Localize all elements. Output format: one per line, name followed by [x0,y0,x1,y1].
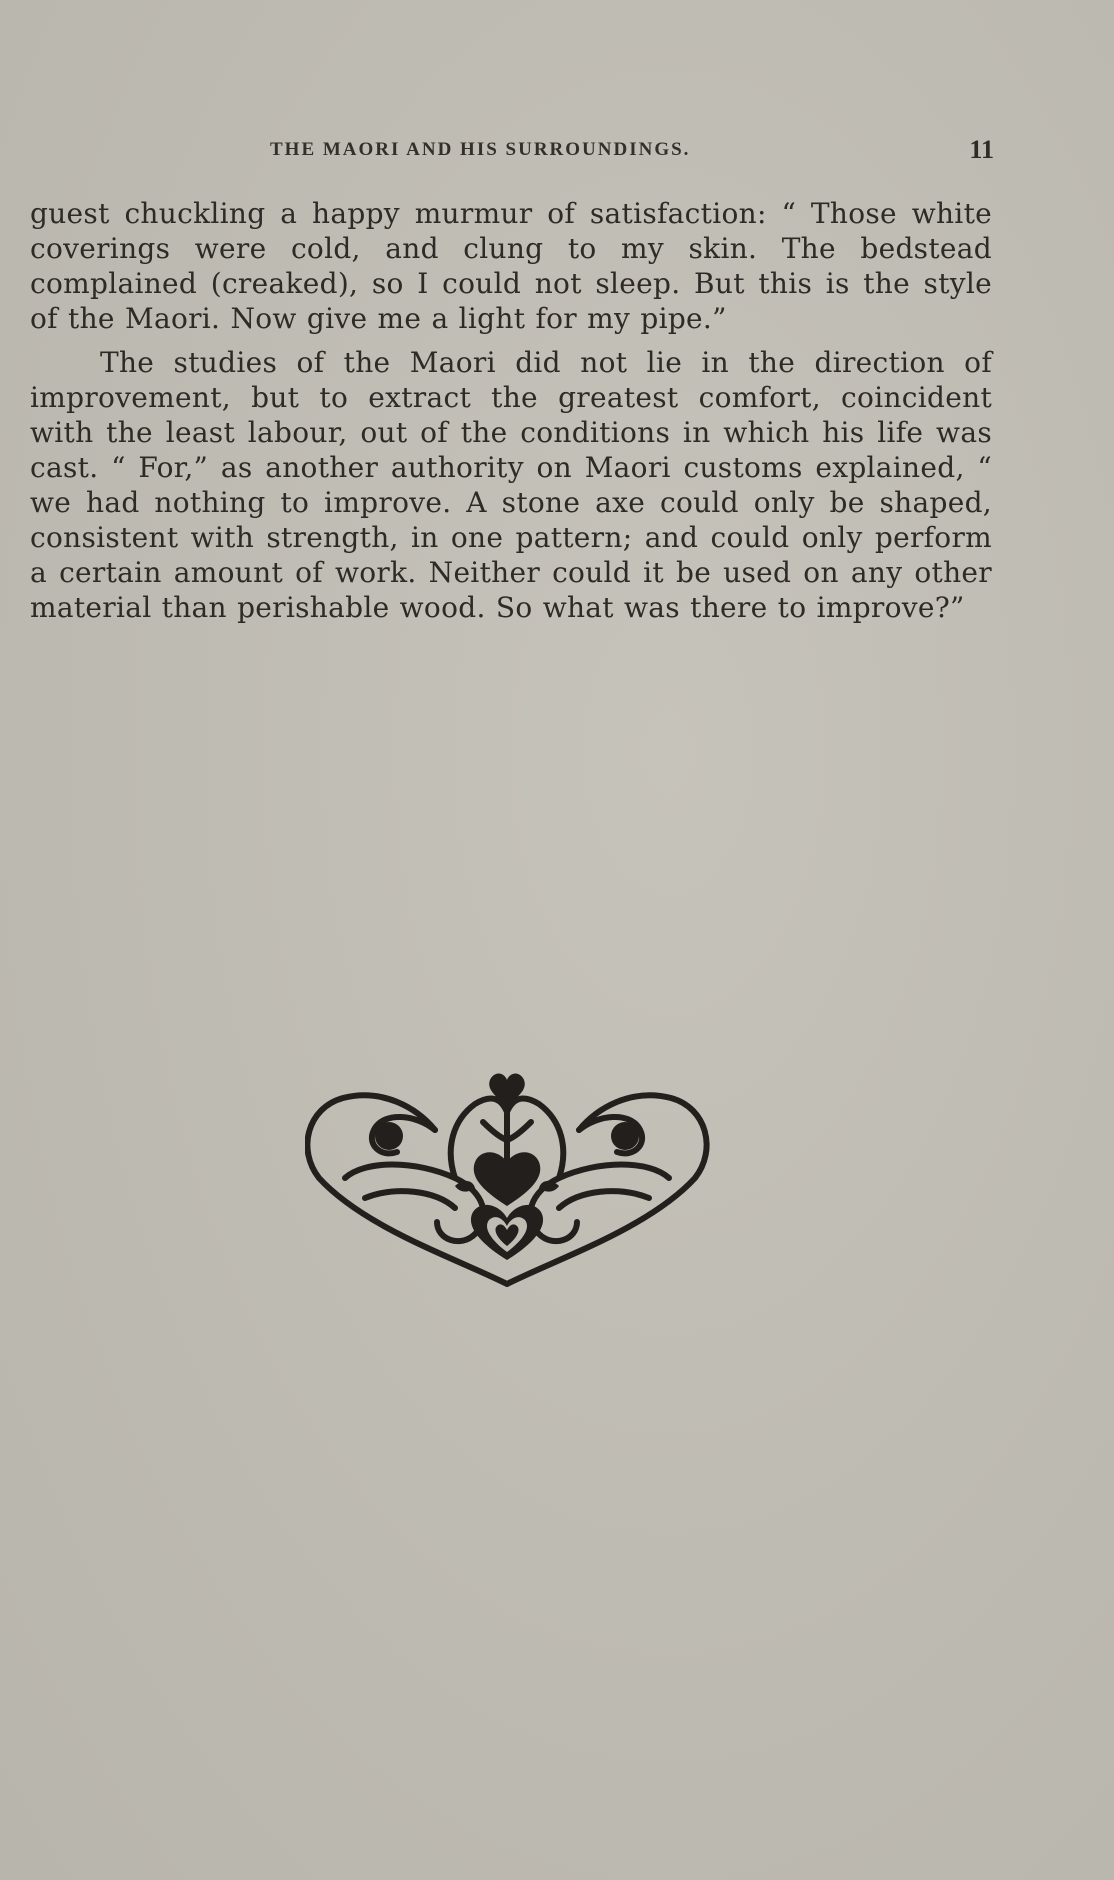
running-head [30,135,994,165]
body-text [30,196,992,625]
page-number: 11 [969,135,994,164]
paragraph-continuation: guest chuckling a happy murmur of satisfaction: “ Those white coverings were cold, and clung to my skin. The bedstead complained (creaked), so I could not sleep. But this is the style of the Maori. Now give me a light for my pipe.” [30,197,992,335]
running-title: THE MAORI AND HIS SURROUNDINGS. [270,139,691,160]
heart-scroll-ornament-icon [305,1068,710,1290]
paragraph-studies-of-the-maori: The studies of the Maori did not lie in the direction of improvement, but to extract the greatest comfort, coincident with the least labour, out of the conditions in which his life was cast. “ For,” as another authority on Maori customs explained, “ we had nothing to improve. A stone axe could only be shaped, consistent with strength, in one pattern; and could only perform a certain amount of work. Neither could it be used on any other material than perishable wood. So what was there to improve?” [30,346,992,624]
